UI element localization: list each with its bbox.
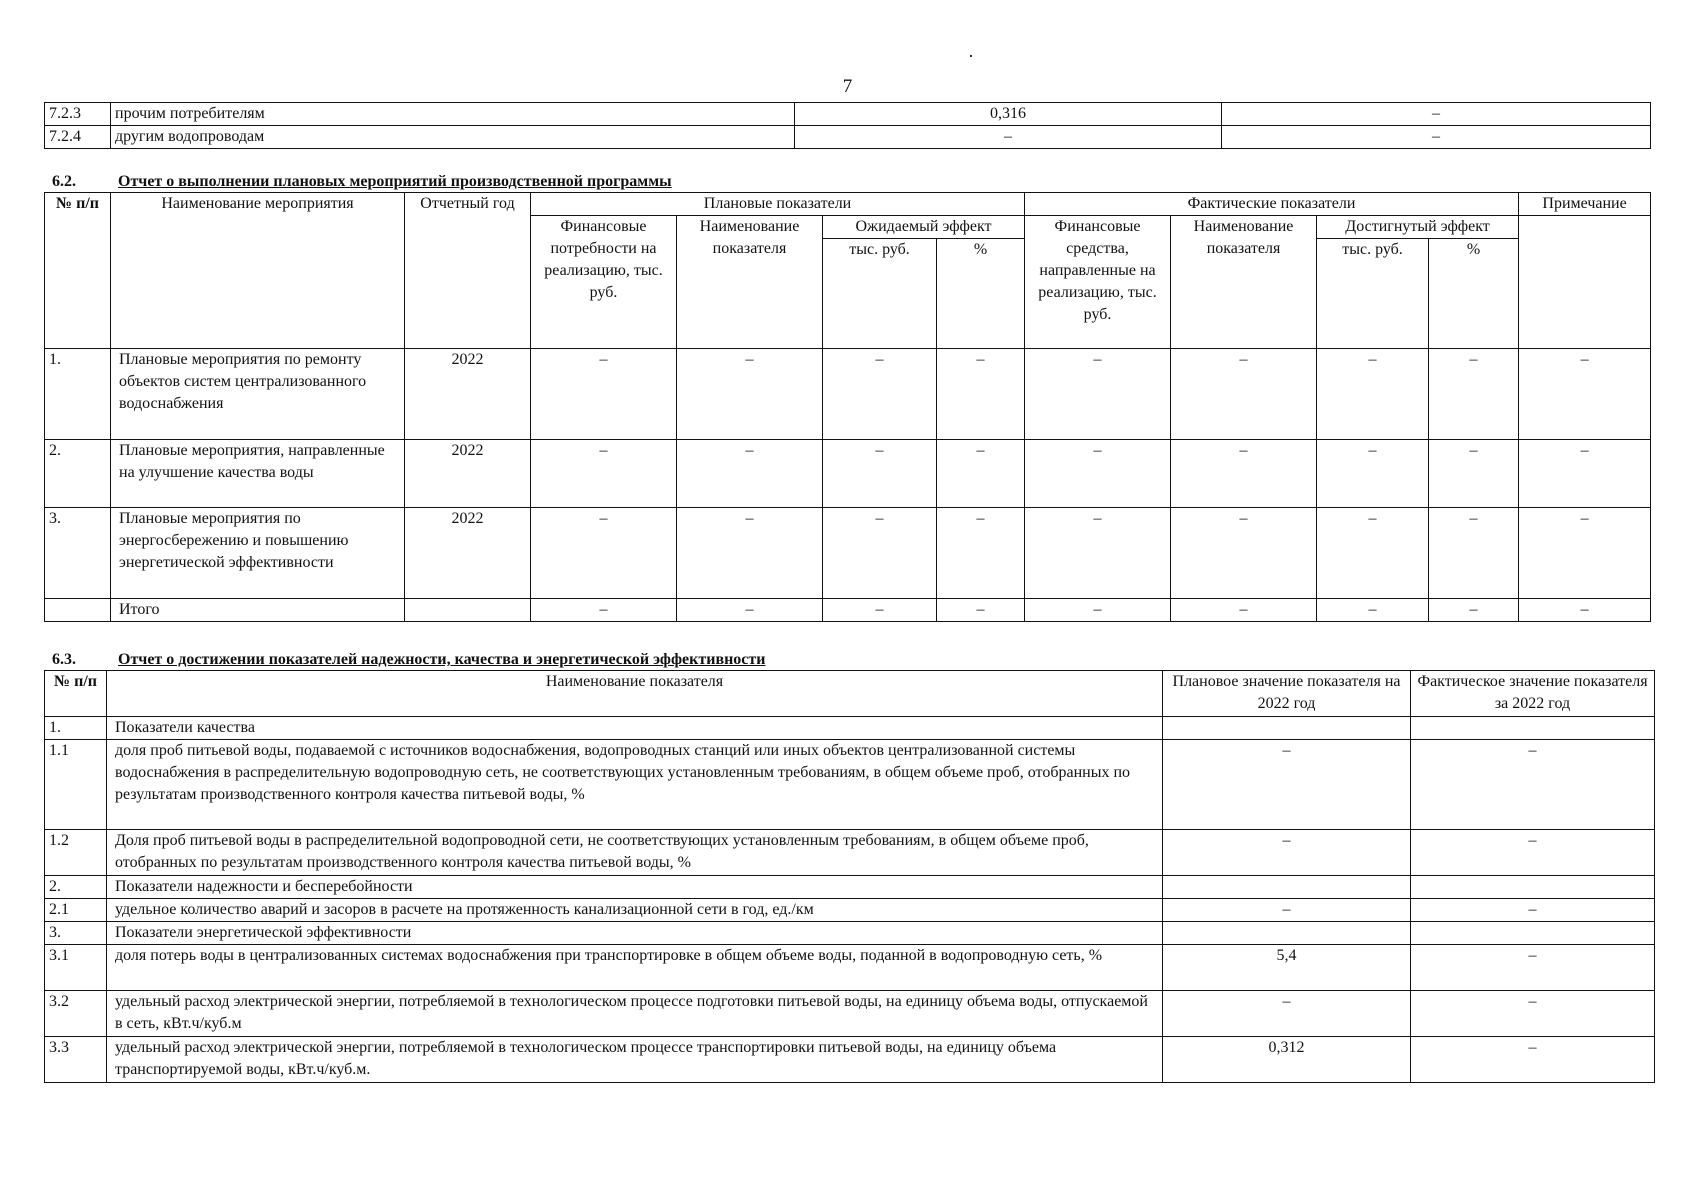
row-plan	[1163, 922, 1411, 945]
row-name: Показатели качества	[107, 717, 1163, 740]
total-value: –	[1025, 599, 1171, 622]
table-row	[45, 126, 1651, 149]
table-row	[45, 899, 1655, 922]
header-note-blank	[1519, 216, 1651, 349]
header-name: Наименование мероприятия	[111, 193, 405, 349]
row-plan	[1163, 717, 1411, 740]
section-number: 6.3.	[52, 651, 76, 668]
row-fact: –	[1411, 1037, 1655, 1083]
row-name: прочим потребителям	[111, 103, 795, 126]
header-year: Отчетный год	[405, 193, 531, 349]
row-fact	[1411, 876, 1655, 899]
header-thousand-rub: тыс. руб.	[1317, 239, 1429, 349]
header-indicator-name: Наименование показателя	[1171, 216, 1317, 349]
header-name: Наименование показателя	[107, 671, 1163, 717]
header-achieved-effect: Достигнутый эффект	[1317, 216, 1519, 239]
row-fact: –	[1411, 740, 1655, 830]
row-number: 1.2	[45, 830, 107, 876]
row-value: –	[531, 508, 677, 599]
row-name: Показатели энергетической эффективности	[107, 922, 1163, 945]
section-6-2-heading	[52, 172, 672, 192]
row-number: 2.	[45, 440, 111, 508]
row-value: –	[823, 508, 937, 599]
row-plan: –	[1163, 991, 1411, 1037]
total-value: –	[531, 599, 677, 622]
table-row	[45, 991, 1655, 1037]
measures-table	[44, 192, 1651, 622]
total-value: –	[1429, 599, 1519, 622]
header-percent: %	[1429, 239, 1519, 349]
row-number: 3.	[45, 922, 107, 945]
row-value: –	[1171, 508, 1317, 599]
row-value: –	[1519, 349, 1651, 440]
row-fact: –	[1411, 945, 1655, 991]
total-value: –	[677, 599, 823, 622]
row-name: удельный расход электрической энергии, потребляемой в технологическом процессе подготовки питьевой воды, на единицу объема воды, отпускаемой в сеть, кВт.ч/куб.м	[107, 991, 1163, 1037]
row-value: 0,316	[795, 103, 1222, 126]
row-plan: 5,4	[1163, 945, 1411, 991]
row-value: –	[937, 349, 1025, 440]
row-name: Плановые мероприятия по ремонту объектов систем централизованного водоснабжения	[111, 349, 405, 440]
row-number: 3.	[45, 508, 111, 599]
header-indicator-name: Наименование показателя	[677, 216, 823, 349]
header-fin-means: Финансовые средства, направленные на реализацию, тыс. руб.	[1025, 216, 1171, 349]
table-row	[45, 876, 1655, 899]
row-value: –	[1171, 349, 1317, 440]
row-value: –	[1317, 349, 1429, 440]
row-name: Плановые мероприятия по энергосбережению и повышению энергетической эффективности	[111, 508, 405, 599]
row-number: 3.1	[45, 945, 107, 991]
continuation-table	[44, 102, 1651, 149]
section-number: 6.2.	[52, 173, 76, 190]
table-row	[45, 922, 1655, 945]
row-name: удельное количество аварий и засоров в расчете на протяженность канализационной сети в год, ед./км	[107, 899, 1163, 922]
row-number: 1.	[45, 349, 111, 440]
row-fact	[1411, 922, 1655, 945]
row-value: –	[1317, 508, 1429, 599]
row-name: Показатели надежности и бесперебойности	[107, 876, 1163, 899]
header-num: № п/п	[45, 193, 111, 349]
section-title: Отчет о достижении показателей надежности, качества и энергетической эффективности	[118, 651, 766, 668]
header-planned: Плановое значение показателя на 2022 год	[1163, 671, 1411, 717]
total-row	[45, 599, 1651, 622]
indicators-table	[44, 670, 1655, 1083]
row-value: –	[531, 349, 677, 440]
row-year: 2022	[405, 440, 531, 508]
row-plan	[1163, 876, 1411, 899]
total-year-blank	[405, 599, 531, 622]
row-value: –	[1429, 508, 1519, 599]
table-row	[45, 508, 1651, 599]
total-value: –	[1317, 599, 1429, 622]
row-value: –	[1429, 349, 1519, 440]
row-value: –	[677, 349, 823, 440]
row-fact: –	[1411, 830, 1655, 876]
row-value: –	[1025, 440, 1171, 508]
row-plan: –	[1163, 830, 1411, 876]
table-row	[45, 740, 1655, 830]
stray-dot: ·	[968, 46, 974, 66]
row-name: доля потерь воды в централизованных системах водоснабжения при транспортировке в общем объеме воды, поданной в водопроводную сеть, %	[107, 945, 1163, 991]
section-6-3-heading	[52, 650, 765, 670]
header-fin-needs: Финансовые потребности на реализацию, тыс. руб.	[531, 216, 677, 349]
row-name: Доля проб питьевой воды в распределительной водопроводной сети, не соответствующих установленным требованиям, в общем объеме проб, отобранных по результатам производственного контроля качества питьевой воды, %	[107, 830, 1163, 876]
header-note: Примечание	[1519, 193, 1651, 216]
row-plan: 0,312	[1163, 1037, 1411, 1083]
row-number: 7.2.3	[45, 103, 111, 126]
row-name: удельный расход электрической энергии, потребляемой в технологическом процессе транспортировки питьевой воды, на единицу объема транспортируемой воды, кВт.ч/куб.м.	[107, 1037, 1163, 1083]
row-value: –	[1519, 508, 1651, 599]
row-value: –	[795, 126, 1222, 149]
table-row	[45, 945, 1655, 991]
total-number-blank	[45, 599, 111, 622]
total-value: –	[823, 599, 937, 622]
row-value: –	[937, 508, 1025, 599]
row-value: –	[1429, 440, 1519, 508]
row-fact: –	[1411, 899, 1655, 922]
row-plan: –	[1163, 899, 1411, 922]
table-row	[45, 717, 1655, 740]
row-fact: –	[1411, 991, 1655, 1037]
row-number: 2.	[45, 876, 107, 899]
table-row	[45, 103, 1651, 126]
total-value: –	[1171, 599, 1317, 622]
row-number: 3.3	[45, 1037, 107, 1083]
row-value: –	[823, 440, 937, 508]
table-row	[45, 440, 1651, 508]
table-row	[45, 349, 1651, 440]
header-actual: Фактические показатели	[1025, 193, 1519, 216]
row-value: –	[531, 440, 677, 508]
row-year: 2022	[405, 508, 531, 599]
header-expected-effect: Ожидаемый эффект	[823, 216, 1025, 239]
total-label: Итого	[111, 599, 405, 622]
row-number: 2.1	[45, 899, 107, 922]
row-value: –	[1317, 440, 1429, 508]
row-value: –	[1519, 440, 1651, 508]
row-name: доля проб питьевой воды, подаваемой с источников водоснабжения, водопроводных станций или иных объектов централизованной системы водоснабжения в распределительную водопроводную сеть, не соответствующих установленным требованиям, в общем объеме проб, отобранных по результатам производственного контроля качества питьевой воды, %	[107, 740, 1163, 830]
row-value: –	[677, 508, 823, 599]
header-planned: Плановые показатели	[531, 193, 1025, 216]
section-title: Отчет о выполнении плановых мероприятий производственной программы	[118, 173, 672, 190]
header-num: № п/п	[45, 671, 107, 717]
header-thousand-rub: тыс. руб.	[823, 239, 937, 349]
row-value: –	[1025, 508, 1171, 599]
row-value: –	[1171, 440, 1317, 508]
row-value: –	[937, 440, 1025, 508]
row-value: –	[1025, 349, 1171, 440]
row-name: Плановые мероприятия, направленные на улучшение качества воды	[111, 440, 405, 508]
table-row	[45, 1037, 1655, 1083]
table-row	[45, 830, 1655, 876]
total-value: –	[1519, 599, 1651, 622]
page-number: 7	[842, 76, 853, 97]
row-number: 1.	[45, 717, 107, 740]
header-percent: %	[937, 239, 1025, 349]
row-value: –	[677, 440, 823, 508]
row-number: 3.2	[45, 991, 107, 1037]
total-value: –	[937, 599, 1025, 622]
row-number: 7.2.4	[45, 126, 111, 149]
header-actual: Фактическое значение показателя за 2022 год	[1411, 671, 1655, 717]
row-name: другим водопроводам	[111, 126, 795, 149]
row-year: 2022	[405, 349, 531, 440]
row-value: –	[823, 349, 937, 440]
row-number: 1.1	[45, 740, 107, 830]
row-value: –	[1222, 126, 1651, 149]
row-plan: –	[1163, 740, 1411, 830]
row-value: –	[1222, 103, 1651, 126]
row-fact	[1411, 717, 1655, 740]
